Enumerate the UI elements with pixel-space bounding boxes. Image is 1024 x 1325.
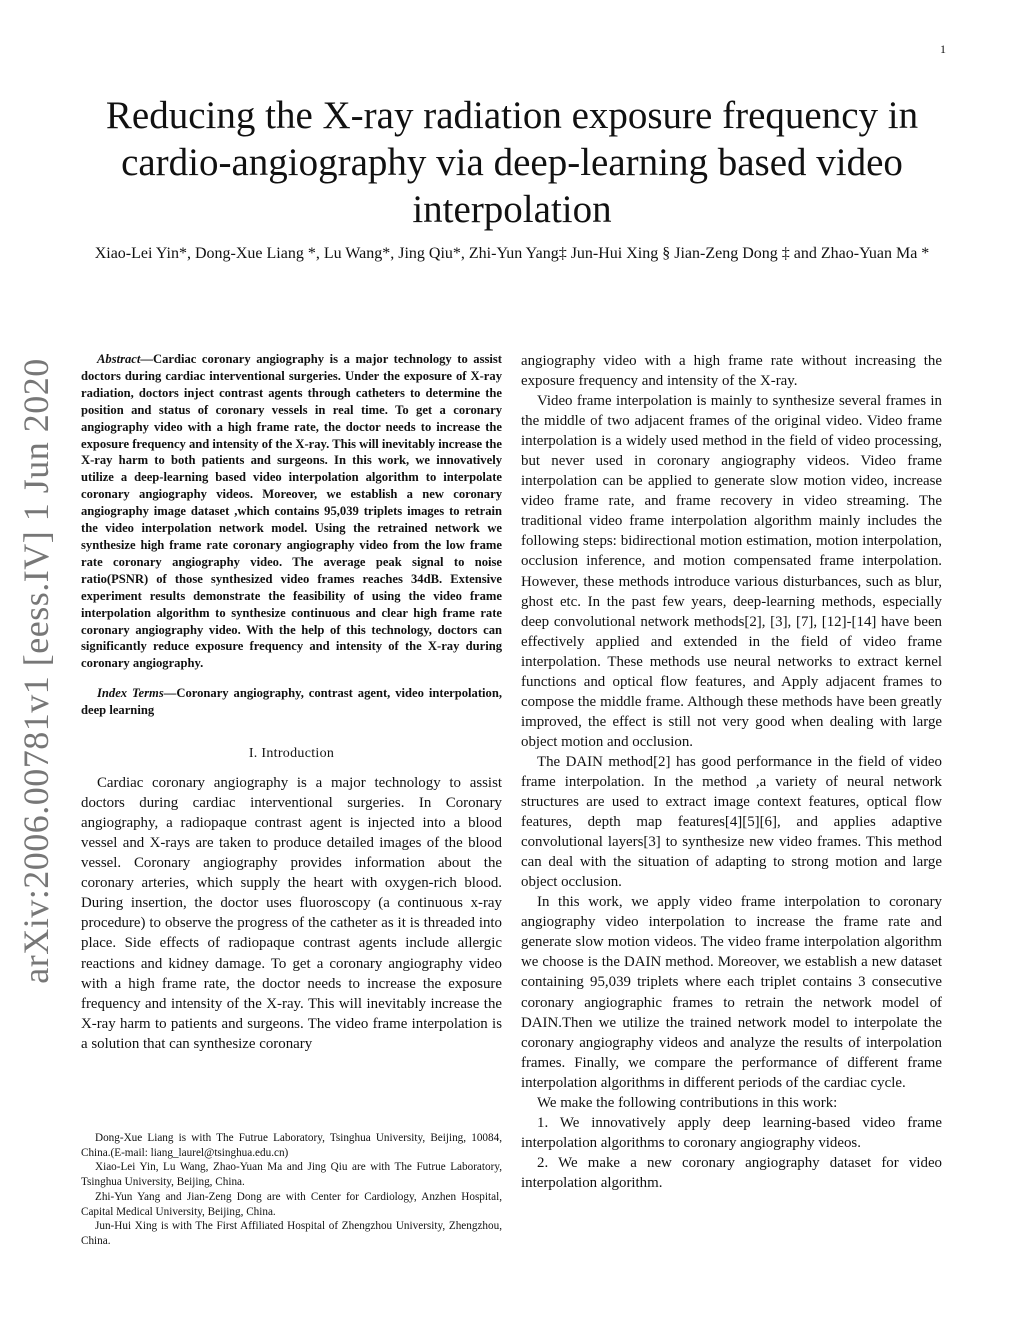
index-terms-label: Index Terms bbox=[97, 686, 164, 701]
index-terms-text: Coronary angiography, contrast agent, video interpolation, deep learning bbox=[81, 686, 502, 718]
contribution-item-2: 2. We make a new coronary angiography dataset for video interpolation algorithm. bbox=[521, 1154, 942, 1191]
intro-paragraph-4: In this work, we apply video frame interpolation to coronary angiography video interpolation to increase the frame rate and generate slow motion videos. The video frame interpolation algorithm we choose is the DAIN method. Moreover, we establish a new dataset containing 95,039 triplets where each triplet contains 3 consecutive coronary angiographic frames to retrain the network model of DAIN.Then we utilize the trained network model to interpolate the coronary angiography videos and analyze the results of interpolation frames. Finally, we compare the performance of different frame interpolation algorithms in different periods of the cardiac cycle. bbox=[521, 894, 942, 1091]
abstract: Abstract—Cardiac coronary angiography is a major technology to assist doctors during cardiac interventional surgeries. Under the exposure of X-ray radiation, doctors inject contrast agents through catheters to determine the position and status of coronary vessels in real time. To get a coronary angiography video with a high frame rate, the doctor needs to increase the exposure frequency and intensity of the X-ray. This will inevitably increase the X-ray harm to both patients and surgeons. In this work, we innovatively utilize a deep-learning based video interpolation algorithm to interpolate coronary angiography videos. Moreover, we establish a new coronary angiography image dataset ,which contains 95,039 triplets images to retrain the video interpolation network model. Using the retrained network we synthesize high frame rate coronary angiography video from the low frame rate coronary angiography video. The average peak signal to noise ratio(PSNR) of those synthesized video frames reaches 34dB. Extensive experiment results demonstrate the feasibility of using the video frame interpolation algorithm to synthesize continuous and clear high frame rate coronary angiography video. With the help of this technology, doctors can significantly reduce exposure frequency and intensity of the X-ray during coronary angiography. bbox=[81, 352, 502, 671]
intro-paragraph-2: Video frame interpolation is mainly to synthesize several frames in the middle of two adjacent frames of the original video. Video frame interpolation is a widely used method in the field of video processing, but never used in coronary angiography videos. Video frame interpolation can be applied to generate slow motion video, increase video frame rate, and frame recovery in video streaming. The traditional video frame interpolation algorithm mainly includes the following steps: bidirectional motion estimation, motion interpolation, occlusion inference, and motion compensated frame interpolation. However, these methods introduce various disturbances, such as blur, ghost etc. In the past few years, deep-learning methods, especially deep convolutional network methods[2], [3], [7], [12]-[14] have been effectively applied and extended in the field of video frame interpolation. These methods use neural networks to extract kernel functions and optical flow features, and Apply adjacent frames to compose the middle frame. Although these methods have been greatly improved, the effect is still not very good when dealing with large object motion and occlusion. bbox=[521, 393, 942, 750]
section-heading-introduction: I. Introduction bbox=[248, 746, 335, 762]
abstract-label: Abstract bbox=[97, 352, 141, 366]
intro-paragraph-5: We make the following contributions in this work: bbox=[537, 1094, 838, 1111]
intro-paragraph-1: Cardiac coronary angiography is a major technology to assist doctors during cardiac interventional surgeries. In Coronary angiography, a radiopaque contrast agent is injected into a blood vessel and X-rays are taken to produce detailed images of the blood vessel. Coronary angiography provides information about the coronary arteries, which supply the heart with oxygen-rich blood. During insertion, the doctor uses fluoroscopy (a continuous x-ray procedure) to observe the progress of the catheter as it is threaded into place. Side effects of radiopaque contrast agents include allergic reactions and kidney damage. To get a coronary angiography video with a high frame rate, the doctor needs to increase the exposure frequency and intensity of the X-ray. This will inevitably increase the X-ray harm to patients and surgeons. The video frame interpolation is a solution that can synthesize coronary bbox=[81, 775, 502, 1052]
abstract-text: Cardiac coronary angiography is a major technology to assist doctors during cardiac interventional surgeries. Under the exposure of X-ray radiation, doctors inject contrast agents through catheters to determine the position and status of coronary vessels in real time. To get a coronary angiography video with a high frame rate, the doctor needs to increase the exposure frequency and intensity of the X-ray. This will inevitably increase the X-ray harm to both patients and surgeons. In this work, we innovatively utilize a deep-learning based video interpolation algorithm to interpolate coronary angiography videos. Moreover, we establish a new coronary angiography image dataset ,which contains 95,039 triplets images to retrain the video interpolation network model. Using the retrained network we synthesize high frame rate coronary angiography video from the low frame rate coronary angiography video. The average peak signal to noise ratio(PSNR) of those synthesized video frames reaches 34dB. Extensive experiment results demonstrate the feasibility of using the video frame interpolation algorithm to synthesize continuous and clear high frame rate coronary angiography video. With the help of this technology, doctors can significantly reduce exposure frequency and intensity of the X-ray during coronary angiography. bbox=[81, 352, 502, 671]
intro-paragraph-3: The DAIN method[2] has good performance in the field of video frame interpolation. In the method ,a variety of neural network structures are used to extract image context features, optical flow features, depth map features[4][5][6], and applies adaptive convolutional layers[3] to synthesize new video frames. This method can deal with the situation of adapting to strong motion and large object occlusion. bbox=[521, 753, 942, 891]
left-column bbox=[81, 351, 502, 1054]
footnote-3: Zhi-Yun Yang and Jian-Zeng Dong are with Center for Cardiology, Anzhen Hospital, Capital Medical University, Beijing, China. bbox=[81, 1190, 502, 1218]
index-terms: Index Terms—Coronary angiography, contrast agent, video interpolation, deep learning bbox=[81, 686, 502, 718]
arxiv-identifier: arXiv:2006.00781v1 [eess.IV] 1 Jun 2020 bbox=[16, 358, 56, 984]
right-column bbox=[521, 351, 942, 1193]
footnote-2: Xiao-Lei Yin, Lu Wang, Zhao-Yuan Ma and Jing Qiu are with The Futrue Laboratory, Tsinghua University, Beijing, China. bbox=[81, 1161, 502, 1189]
footnote-4: Jun-Hui Xing is with The First Affiliated Hospital of Zhengzhou University, Zhengzhou, China. bbox=[81, 1220, 502, 1247]
author-list: Xiao-Lei Yin*, Dong-Xue Liang *, Lu Wang*, Jing Qiu*, Zhi-Yun Yang‡ Jun-Hui Xing § Jian-Zeng Dong ‡ and Zhao-Yuan Ma * bbox=[94, 245, 930, 262]
page-number: 1 bbox=[940, 42, 946, 56]
contribution-item-1: 1. We innovatively apply deep learning-based video frame interpolation algorithms to coronary angiography videos. bbox=[521, 1114, 942, 1151]
intro-paragraph-continued: angiography video with a high frame rate without increasing the exposure frequency and intensity of the X-ray. bbox=[521, 353, 942, 390]
footnote-1: Dong-Xue Liang is with The Futrue Laboratory, Tsinghua University, Beijing, 10084, China.(E-mail: liang_laurel@tsinghua.edu.cn) bbox=[81, 1132, 502, 1159]
paper-title: Reducing the X-ray radiation exposure frequency in cardio-angiography via deep-learning based video interpolation bbox=[105, 94, 919, 231]
footnotes bbox=[81, 1131, 502, 1249]
